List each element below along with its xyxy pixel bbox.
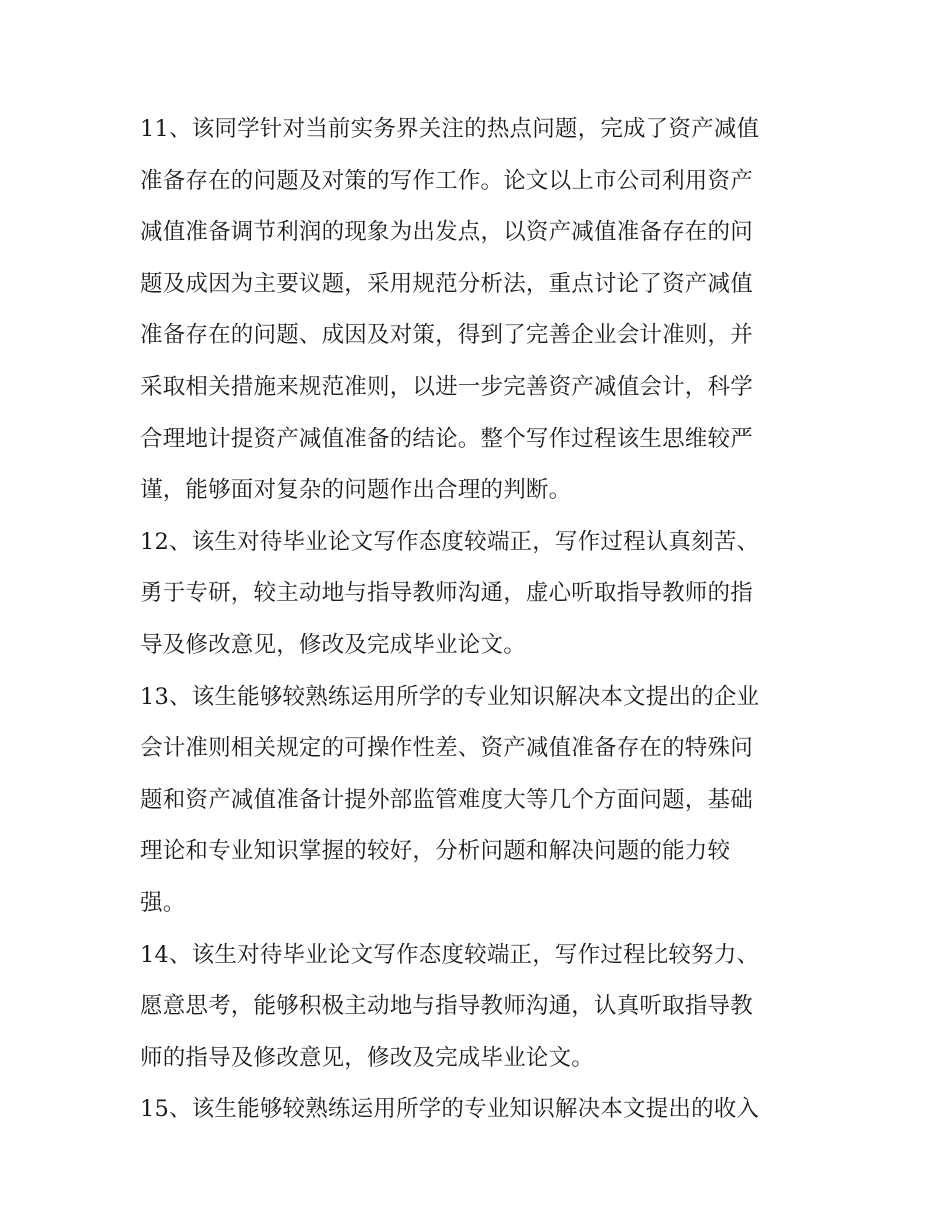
text-line: 合理地计提资产减值准备的结论。整个写作过程该生思维较严	[140, 425, 753, 452]
text-line: 题及成因为主要议题，采用规范分析法，重点讨论了资产减值	[140, 270, 753, 297]
text-line: 勇于专研，较主动地与指导教师沟通，虚心听取指导教师的指	[140, 580, 753, 607]
text-line: 减值准备调节利润的现象为出发点，以资产减值准备存在的问	[140, 219, 753, 246]
text-line: 13、该生能够较熟练运用所学的专业知识解决本文提出的企业	[140, 683, 760, 710]
text-line: 11、该同学针对当前实务界关注的热点问题，完成了资产减值	[140, 116, 760, 142]
document-body	[140, 104, 830, 1136]
text-line: 愿意思考，能够积极主动地与指导教师沟通，认真听取指导教	[140, 993, 753, 1020]
text-line: 15、该生能够较熟练运用所学的专业知识解决本文提出的收入	[140, 1096, 760, 1123]
text-line: 强。	[140, 889, 186, 916]
text-line: 谨，能够面对复杂的问题作出合理的判断。	[140, 477, 572, 504]
text-line: 题和资产减值准备计提外部监管难度大等几个方面问题，基础	[140, 786, 753, 813]
text-line: 准备存在的问题及对策的写作工作。论文以上市公司利用资产	[140, 167, 753, 194]
text-line: 采取相关措施来规范准则，以进一步完善资产减值会计，科学	[140, 373, 753, 400]
text-line: 理论和专业知识掌握的较好，分析问题和解决问题的能力较	[140, 838, 731, 865]
text-line: 导及修改意见，修改及完成毕业论文。	[140, 631, 526, 658]
text-line: 会计准则相关规定的可操作性差、资产减值准备存在的特殊问	[140, 735, 753, 762]
text-line: 14、该生对待毕业论文写作态度较端正，写作过程比较努力、	[140, 941, 760, 968]
text-line: 师的指导及修改意见，修改及完成毕业论文。	[140, 1044, 595, 1071]
text-line: 12、该生对待毕业论文写作态度较端正，写作过程认真刻苦、	[140, 528, 760, 555]
text-line: 准备存在的问题、成因及对策，得到了完善企业会计准则，并	[140, 322, 753, 349]
